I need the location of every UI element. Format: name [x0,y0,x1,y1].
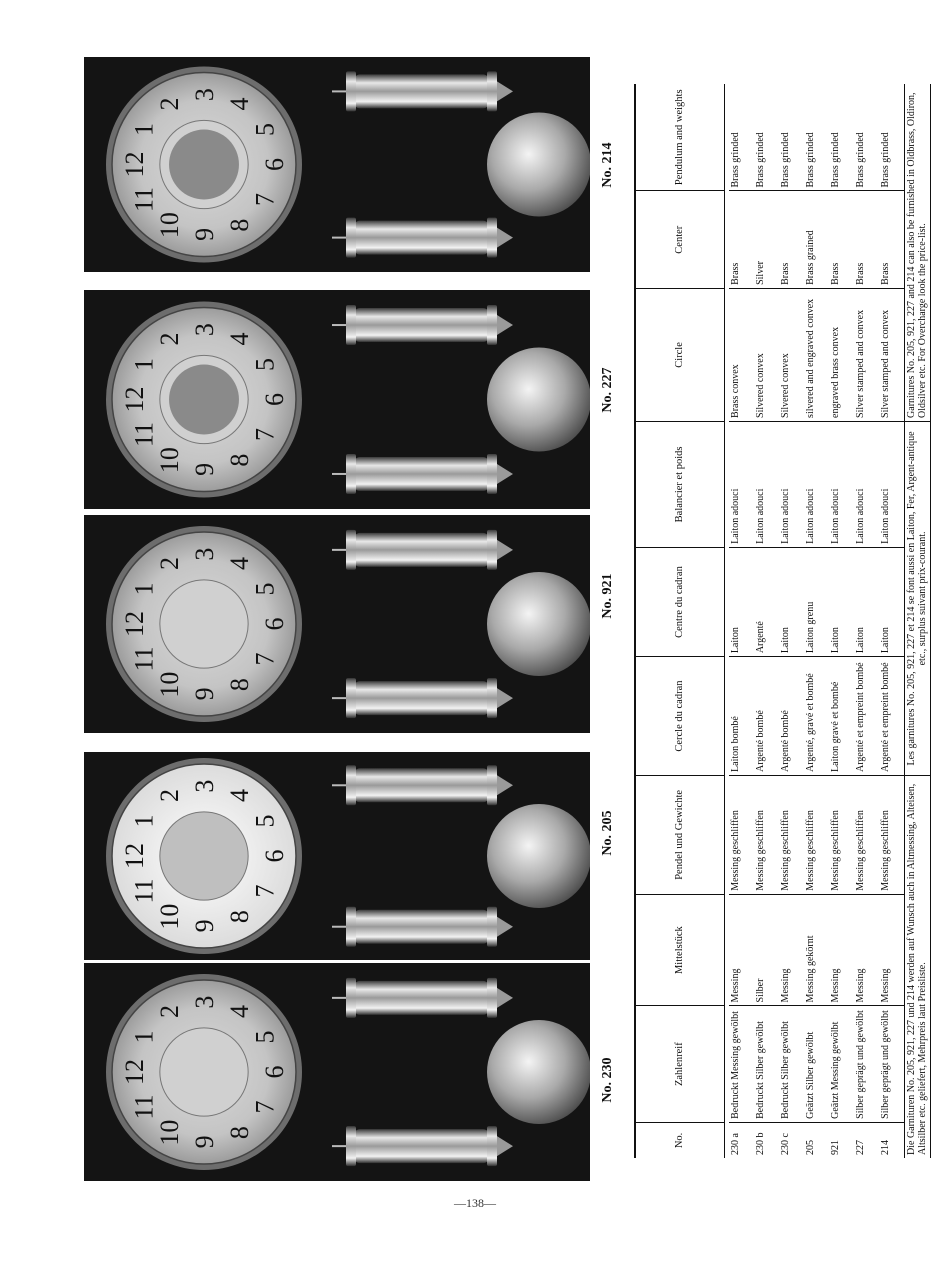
svg-text:2: 2 [155,788,185,802]
svg-text:12: 12 [120,1059,150,1085]
table-cell-centre: Laiton [729,547,754,656]
table-cell-pendulum: Brass grinded [804,84,829,191]
table-cell-circle: Silvered convex [779,288,804,421]
svg-text:11: 11 [129,421,159,447]
svg-text:5: 5 [250,358,280,372]
table-cell-mittelstueck: Messing [854,894,879,1006]
table-row [754,84,779,1158]
svg-text:5: 5 [250,1030,280,1044]
table-cell-center: Brass [779,191,804,288]
svg-text:11: 11 [129,646,159,672]
clock-garniture-image [84,963,590,1181]
table-cell-no: 214 [880,1140,891,1155]
clock-garniture-image [84,290,590,509]
svg-text:1: 1 [129,1030,159,1044]
note-german: Die Garnituren No. 205, 921, 227 und 214 werden auf Wunsch auch in Altmessing, Alteisen, Altsilber etc. geliefert, Mehrpreis laut Preisliste. [905,775,931,1158]
table-cell-no: 230 c [780,1133,791,1155]
table-cell-zahlenreif: Bedruckt Silber gewölbt [754,1006,779,1122]
model-label-214: No. 214 [600,142,615,188]
svg-text:9: 9 [190,227,219,241]
table-row [729,84,754,1158]
svg-text:1: 1 [129,123,159,137]
table-cell-cercle: Argenté et empreint bombé [879,657,905,776]
table-cell-cercle: Argenté, gravé et bombé [804,657,829,776]
svg-text:8: 8 [224,910,254,924]
svg-text:8: 8 [224,1126,254,1140]
table-cell-centre: Laiton [779,547,804,656]
table-cell-zahlenreif: Geätzt Messing gewölbt [829,1006,854,1122]
photo-garniture-214 [84,57,590,272]
table-cell-no: 227 [855,1140,866,1155]
table-cell-centre: Argenté [754,547,779,656]
svg-text:7: 7 [250,1100,280,1114]
table-cell-cercle: Laiton bombé [729,657,754,776]
table-cell-circle: Brass convex [729,288,754,421]
spec-table-container [634,84,928,1158]
svg-text:1: 1 [129,814,159,828]
note-french: Les garnitures No. 205, 921, 227 et 214 se font aussi en Laiton, Fer, Argent-antique etc., surplus suivant prix-courant. [905,421,931,775]
svg-text:2: 2 [155,1004,185,1018]
svg-text:11: 11 [129,878,159,904]
table-cell-zahlenreif: Geätzt Silber gewölbt [804,1006,829,1122]
model-label-227: No. 227 [600,367,615,413]
table-cell-mittelstueck: Messing gekörnt [804,894,829,1006]
svg-text:4: 4 [224,556,254,570]
photo-garniture-230 [84,963,590,1181]
svg-text:6: 6 [259,617,289,631]
svg-text:3: 3 [190,995,219,1009]
table-cell-circle: Silver stamped and convex [854,288,879,421]
table-cell-center: Brass [854,191,879,288]
svg-text:6: 6 [259,393,289,406]
table-cell-zahlenreif: Bedruckt Messing gewölbt [729,1006,754,1122]
table-cell-pendulum: Brass grinded [854,84,879,191]
svg-text:3: 3 [190,323,219,337]
table-row [804,84,829,1158]
table-cell-mittelstueck: Messing [879,894,905,1006]
table-cell-balancier: Laiton adouci [879,421,905,547]
table-cell-circle: Silvered convex [754,288,779,421]
svg-text:7: 7 [250,652,280,666]
table-cell-center: Brass [729,191,754,288]
svg-text:12: 12 [120,386,150,413]
table-cell-mittelstueck: Messing [829,894,854,1006]
svg-text:9: 9 [190,462,219,476]
svg-text:5: 5 [250,814,280,828]
table-cell-mittelstueck: Messing [779,894,804,1006]
table-cell-centre: Laiton [829,547,854,656]
table-cell-balancier: Laiton adouci [779,421,804,547]
header-no: No. [635,1122,725,1158]
svg-text:1: 1 [129,358,159,372]
header-centre: Centre du cadran [635,547,725,656]
svg-text:7: 7 [250,192,280,206]
table-cell-cercle: Argenté bombé [754,657,779,776]
table-cell-pendel: Messing geschliffen [754,775,779,894]
model-label-205: No. 205 [600,810,615,856]
svg-text:7: 7 [250,884,280,898]
table-cell-balancier: Laiton adouci [829,421,854,547]
svg-text:4: 4 [224,332,254,346]
table-cell-pendel: Messing geschliffen [779,775,804,894]
clock-garniture-image [84,752,590,960]
table-cell-balancier: Laiton adouci [854,421,879,547]
table-cell-pendel: Messing geschliffen [879,775,905,894]
table-cell-circle: Silver stamped and convex [879,288,905,421]
table-cell-center: Brass grained [804,191,829,288]
table-cell-pendel: Messing geschliffen [829,775,854,894]
table-cell-pendulum: Brass grinded [829,84,854,191]
svg-text:3: 3 [190,779,219,793]
svg-text:2: 2 [155,332,185,346]
svg-text:8: 8 [224,453,254,467]
table-cell-zahlenreif: Silber geprägt und gewölbt [879,1006,905,1122]
table-cell-zahlenreif: Silber geprägt und gewölbt [854,1006,879,1122]
svg-text:9: 9 [190,1135,219,1149]
clock-garniture-image [84,515,590,733]
table-cell-cercle: Laiton gravé et bombé [829,657,854,776]
table-row [829,84,854,1158]
table-cell-centre: Laiton [854,547,879,656]
table-row [779,84,804,1158]
table-notes-row [905,84,931,1158]
table-cell-pendel: Messing geschliffen [804,775,829,894]
header-pendulum: Pendulum and weights [635,84,725,191]
table-cell-center: Brass [829,191,854,288]
model-label-230: No. 230 [600,1057,615,1103]
model-label-921: No. 921 [600,573,615,619]
table-cell-pendulum: Brass grinded [754,84,779,191]
svg-text:9: 9 [190,919,219,933]
svg-text:2: 2 [155,97,185,111]
header-balancier: Balancier et poids [635,421,725,547]
header-mittelstueck: Mittelstück [635,894,725,1006]
header-center: Center [635,191,725,288]
page-number: —138— [454,1196,496,1210]
svg-text:6: 6 [259,1065,289,1079]
table-cell-cercle: Argenté bombé [779,657,804,776]
svg-text:1: 1 [129,582,159,596]
table-header-row [635,84,725,1158]
header-pendel: Pendel und Gewichte [635,775,725,894]
svg-text:11: 11 [129,186,159,212]
table-cell-centre: Laiton grenu [804,547,829,656]
svg-text:3: 3 [190,88,219,102]
clock-garniture-image [84,57,590,272]
svg-text:6: 6 [259,158,289,171]
svg-text:7: 7 [250,427,280,441]
svg-text:9: 9 [190,687,219,701]
header-cercle: Cercle du cadran [635,657,725,776]
table-cell-no: 205 [805,1140,816,1155]
header-circle: Circle [635,288,725,421]
table-cell-circle: silvered and engraved convex [804,288,829,421]
svg-text:10: 10 [155,1119,185,1146]
photo-garniture-205 [84,752,590,960]
table-cell-no: 921 [830,1140,841,1155]
svg-text:10: 10 [155,212,185,239]
table-cell-no: 230 a [730,1133,741,1155]
table-cell-pendel: Messing geschliffen [854,775,879,894]
svg-text:4: 4 [224,1004,254,1018]
table-cell-mittelstueck: Messing [729,894,754,1006]
table-cell-balancier: Laiton adouci [754,421,779,547]
svg-text:5: 5 [250,582,280,596]
svg-text:2: 2 [155,556,185,570]
spec-table [634,84,931,1158]
table-cell-mittelstueck: Silber [754,894,779,1006]
svg-text:8: 8 [224,678,254,692]
table-cell-centre: Laiton [879,547,905,656]
note-english: Garnitures No. 205, 921, 227 and 214 can also be furnished in Oldbrass, Oldiron, Oldsilver etc. For Overcharge look the price-list. [905,84,931,421]
table-cell-pendulum: Brass grinded [779,84,804,191]
table-cell-no: 230 b [755,1132,766,1155]
svg-text:10: 10 [155,903,185,930]
photo-garniture-227 [84,290,590,509]
table-row [854,84,879,1158]
svg-text:10: 10 [155,671,185,698]
table-cell-pendel: Messing geschliffen [729,775,754,894]
svg-text:6: 6 [259,849,289,863]
svg-text:12: 12 [120,843,150,869]
table-cell-center: Brass [879,191,905,288]
header-zahlenreif: Zahlenreif [635,1006,725,1122]
svg-text:8: 8 [224,218,254,232]
svg-text:4: 4 [224,97,254,111]
table-cell-zahlenreif: Bedruckt Silber gewölbt [779,1006,804,1122]
svg-text:11: 11 [129,1094,159,1120]
svg-text:3: 3 [190,547,219,561]
svg-text:10: 10 [155,447,185,474]
svg-text:4: 4 [224,788,254,802]
svg-text:5: 5 [250,123,280,137]
photo-garniture-921 [84,515,590,733]
table-cell-pendulum: Brass grinded [879,84,905,191]
table-cell-balancier: Laiton adouci [729,421,754,547]
table-cell-center: Silver [754,191,779,288]
table-row [879,84,905,1158]
table-cell-circle: engraved brass convex [829,288,854,421]
table-cell-balancier: Laiton adouci [804,421,829,547]
svg-text:12: 12 [120,611,150,637]
svg-text:12: 12 [120,151,150,178]
table-body [725,84,905,1158]
table-cell-cercle: Argenté et empreint bombé [854,657,879,776]
table-cell-pendulum: Brass grinded [729,84,754,191]
